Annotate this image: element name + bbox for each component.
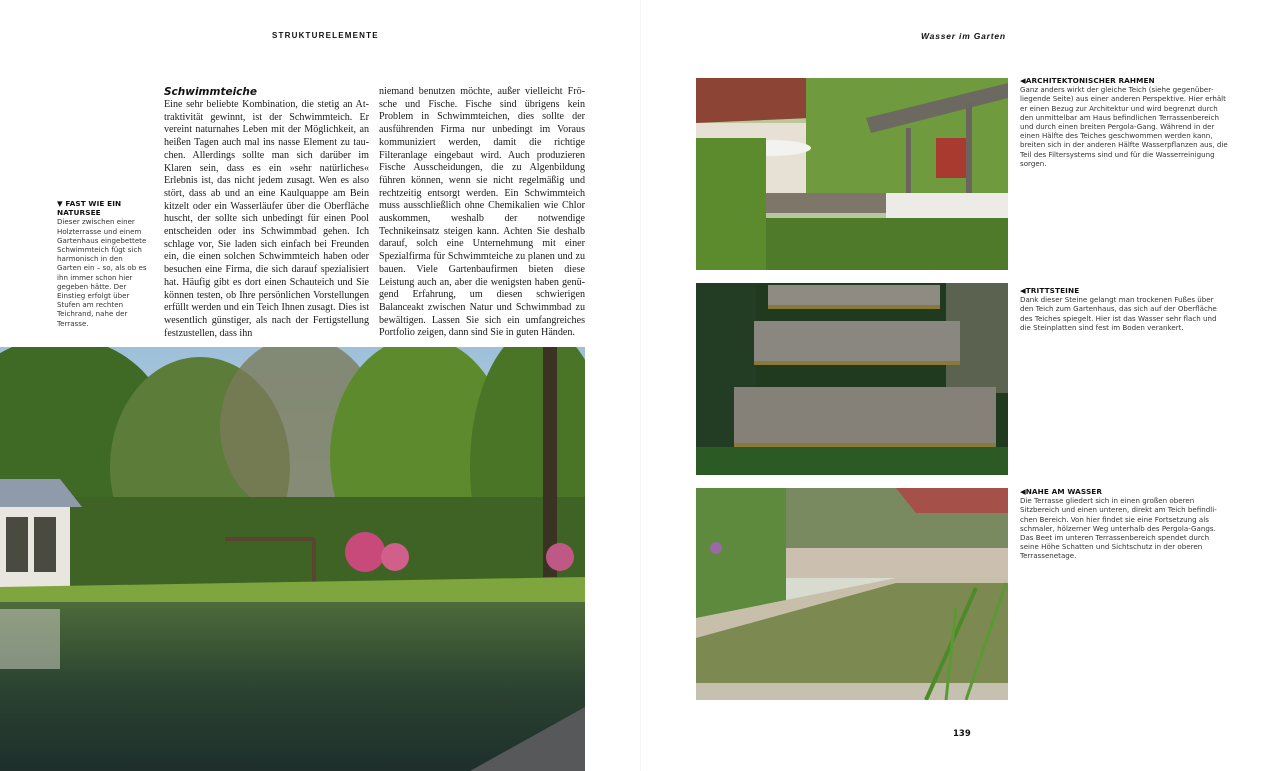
- triangle-left-icon: ◀: [1020, 286, 1026, 295]
- triangle-down-icon: ▼: [57, 199, 63, 208]
- caption-title: ◀ARCHITEKTONISCHER RAHMEN: [1020, 76, 1155, 85]
- article-column-2: niemand benutzen möchte, außer vielleicht Frösche und Fische. Fische sind übrigens kein Problem in Schwimmteichen, dies sollte der ausführenden Firma nur unbedingt im Voraus kommuniziert werden, damit die richtige Filteranlage eingebaut wird. Auch produzieren Fische Ausscheidungen, die zu Algenbildung führen können, wenn sie nicht regelmäßig und rechtzeitig entsorgt werden. Ein Schwimmteich muss ausschließlich ohne Chemikalien wie Chlor auskommen, weshalb der notwendige Technikeinsatz steigen kann. Achten Sie deshalb darauf, solch eine Unternehmung mit einer Spezialfirma für Schwimmteiche zu planen und zu bauen. Viele Gartenbaufirmen bieten diese Leistung auch an, aber die wenigsten haben genügend Erfahrung, um diesen schwierigen Balanceakt zwischen Natur und Schwimmbad zu bewältigen. Lassen Sie sich ein umfangreiches Portfolio zeigen, dann sind Sie in guten Händen.: [379, 86, 585, 339]
- caption-natursee: [57, 199, 149, 328]
- photo-stepping-stones: [696, 283, 1008, 475]
- caption-stepping-stones: [1020, 286, 1228, 332]
- triangle-left-icon: ◀: [1020, 487, 1026, 496]
- caption-text: Ganz anders wirkt der gleiche Teich (siehe gegenüberliegende Seite) aus einer anderen Perspektive. Hier erhält er einen Bezug zur Architektur und wird begrenzt durch den unmittelbar am Haus befindlichen Terrassenbereich und durch einen breiten Pergola-Gang. Während in der einen Hälfte des Teiches geschwommen werden kann, breiten sich in der anderen Hälfte Wasserpflanzen aus, die Teil des Filtersystems sind und für die Wasserreinigung sorgen.: [1020, 85, 1228, 168]
- caption-architectural-frame: [1020, 76, 1228, 168]
- caption-near-the-water: [1020, 487, 1228, 561]
- article-column-1: Eine sehr beliebte Kombination, die stetig an Attraktivität gewinnt, ist der Schwimmteich. Er vereint naturnahes Leben mit der Möglichkeit, an heißen Tagen auch mal ins nasse Element zu tauchen. Allerdings sollte man sich darüber im Klaren sein, dass es ein »sehr natürliches« Erlebnis ist, das nicht jedem zusagt. Wen es also stört, dass ab und an eine Kaulquappe am Bein kitzelt oder ein Wasserläufer über die Oberfläche huscht, der sollte sich unbedingt für einen Pool entscheiden oder ins Schwimmbad gehen. Ich schlage vor, Sie laden sich einfach bei Freunden ein, die einen solchen Schwimmteich haben oder besuchen eine Firma, die sich darauf spezialisiert hat. Häufig gibt es dort einen Schauteich und Sie können testen, ob Ihre persönlichen Vorstellungen erfüllt werden und ein Teich Ihnen zusagt. Dies ist wesentlich günstiger, als nach der Fertigstellung festzustellen, dass ihn: [164, 99, 369, 339]
- photo-architectural-frame: [696, 78, 1008, 270]
- caption-title: ◀TRITTSTEINE: [1020, 286, 1080, 295]
- photo-near-the-water: [696, 488, 1008, 700]
- caption-title: ◀NAHE AM WASSER: [1020, 487, 1103, 496]
- page-spine: [640, 0, 641, 771]
- article-heading: Schwimmteiche: [164, 86, 258, 98]
- photo-swimming-pond-garden: [0, 347, 585, 771]
- running-head-left: STRUKTURELEMENTE: [272, 31, 379, 40]
- caption-title: ▼ FAST WIE EIN NATURSEE: [57, 199, 122, 218]
- caption-text: Dank dieser Steine gelangt man trockenen Fußes über den Teich zum Gartenhaus, das sich auf der Oberfläche des Teiches spiegelt. Hier ist das Wasser sehr flach und die Steinplatten sind fest im Boden verankert.: [1020, 295, 1217, 332]
- running-head-right: Wasser im Garten: [921, 31, 1006, 41]
- caption-text: Dieser zwischen einer Holzterrasse und einem Gartenhaus eingebettete Schwimmteich fügt sich harmonisch in den Garten ein – so, als ob es ihn immer schon hier gegeben hätte. Der Einstieg erfolgt über Stufen am rechten Teichrand, nahe der Terrasse.: [57, 217, 147, 328]
- triangle-left-icon: ◀: [1020, 76, 1026, 85]
- caption-text: Die Terrasse gliedert sich in einen großen oberen Sitzbereich und einen unteren, direkt am Teich befindlichen Bereich. Von hier findet sie eine Fortsetzung als schmaler, hölzerner Weg unterhalb des Pergola-Gangs. Das Beet im unteren Terrassenbereich spendet durch seine Höhe Schatten und Sichtschutz in der oberen Terrassenetage.: [1020, 496, 1217, 561]
- page-number: 139: [953, 729, 971, 739]
